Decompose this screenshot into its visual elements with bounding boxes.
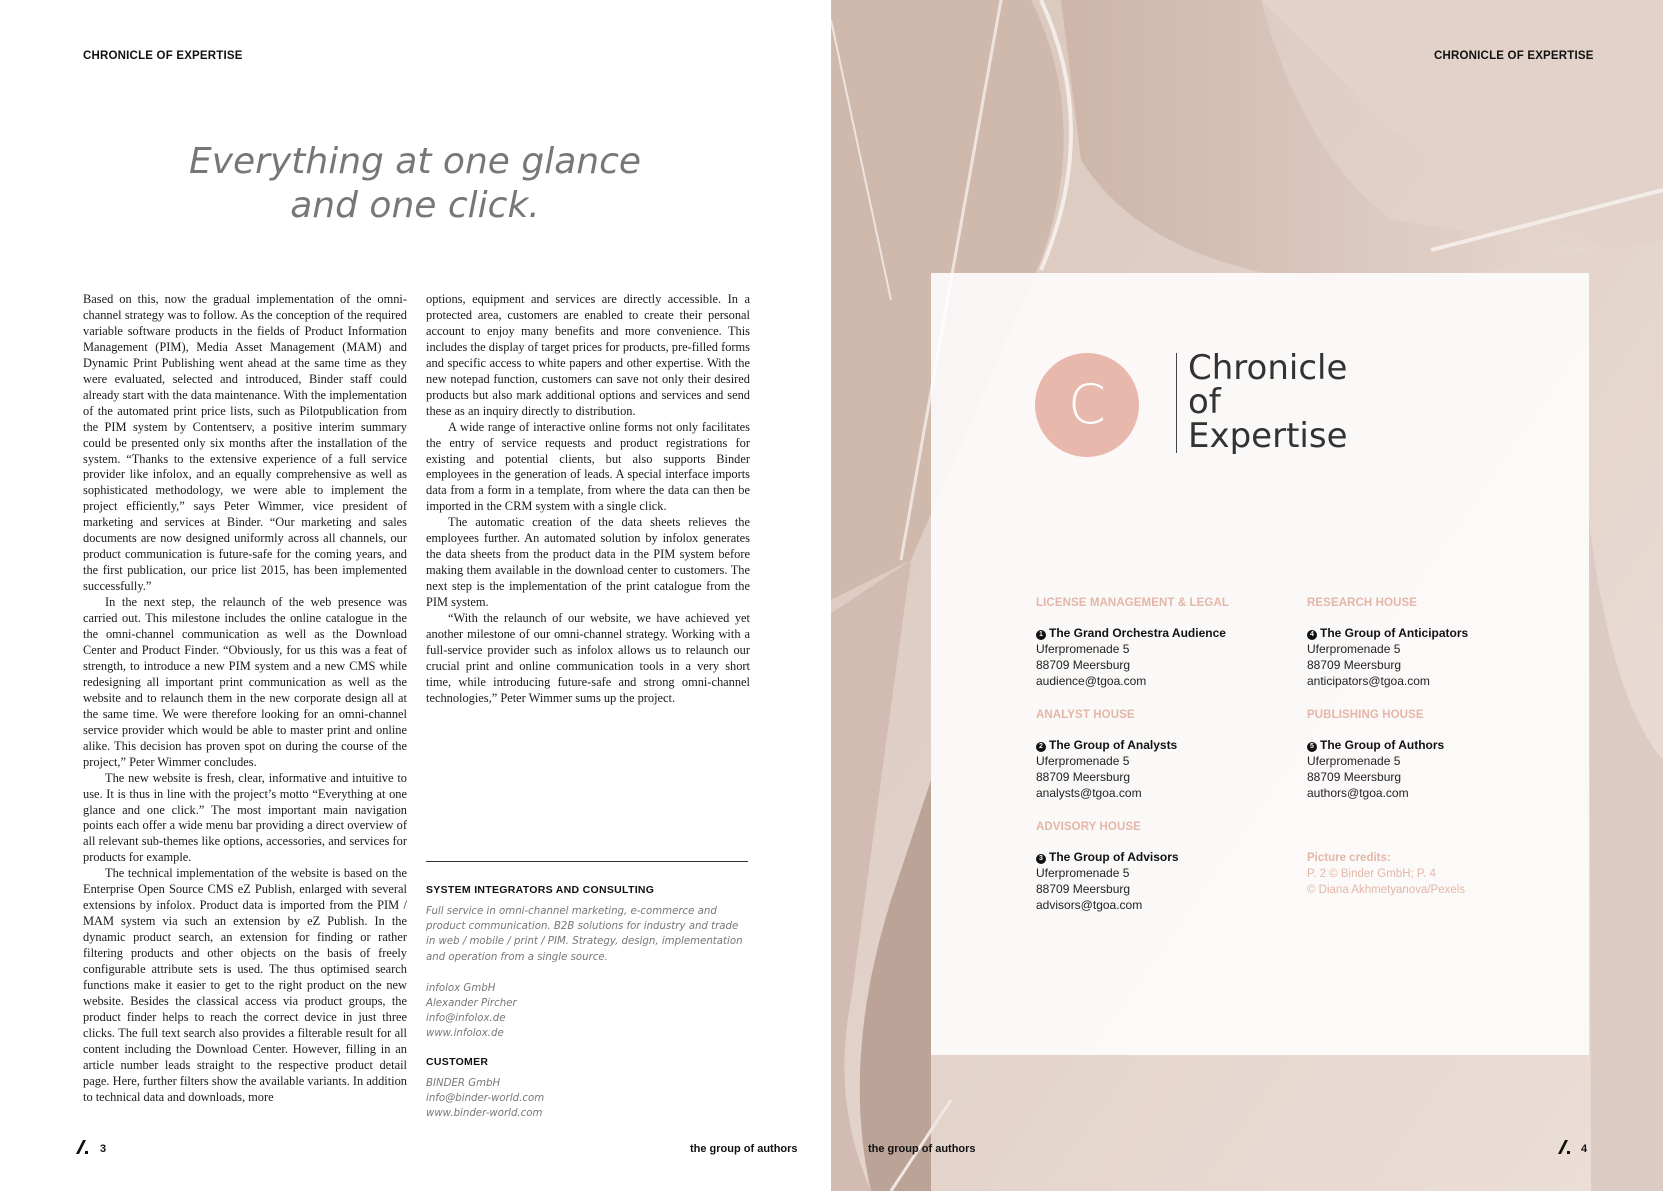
- company-email-link[interactable]: info@infolox.de: [426, 1013, 506, 1025]
- contact-analyst: [1036, 707, 1276, 801]
- logo-line: Chronicle: [1188, 348, 1348, 388]
- contact-city: 88709 Meersburg: [1036, 770, 1131, 784]
- paragraph: In the next step, the relaunch of the web presence was carried out. This milestone includes the online catalogue in the the omni-channel communication as well as the Download Center and Product Finder. “Obviously, for us this was a feat of strength, to introduce a new PIM system and a new CMS while redesigning all important print communication as well as the website and to relaunch them in the new corporate design all at the same time. We were therefore looking for an omni-channel service provider which would be able to master print and online alike. This decision has proven spot on during the course of the project,” Peter Wimmer concludes.: [83, 595, 407, 769]
- paragraph: “With the relaunch of our website, we have achieved yet another milestone of our omni-channel strategy. Working with a full-service provider such as infolox allows us to relaunch our crucial print and online communication tools in a very short time, while introducing future-safe and strong omni-channel technologies,” Peter Wimmer sums up the project.: [426, 611, 750, 705]
- logo-letter: C: [1068, 373, 1106, 436]
- running-head: CHRONICLE OF EXPERTISE: [83, 50, 243, 62]
- contact-person: Alexander Pircher: [426, 998, 517, 1010]
- logo-divider: [1176, 353, 1177, 453]
- contact-name: 2 The Group of Analysts: [1036, 737, 1276, 753]
- number-badge-icon: 4: [1307, 630, 1317, 640]
- logo-line: of: [1188, 382, 1221, 422]
- paragraph: The new website is fresh, clear, informative and intuitive to use. It is thus in line with the project’s motto “Everything at one glance and one click.” The most important main navigation points each offer a wide menu bar providing a direct overview of all relevant sub-themes like options, accessories, and services for products for example.: [83, 770, 407, 865]
- paragraph: The automatic creation of the data sheets relieves the employees further. An automated solution by infolox generates the data sheets from the product data in the PIM system before making them available in the download center to customers. The next step is the implementation of the print catalogue from the PIM system.: [426, 515, 750, 610]
- contact-category: PUBLISHING HOUSE: [1307, 709, 1424, 721]
- headline-line-2: and one click.: [290, 185, 540, 226]
- footer-publisher: the group of authors: [690, 1143, 798, 1155]
- logo-badge: [1035, 353, 1139, 457]
- contact-name: 5 The Group of Authors: [1307, 737, 1547, 753]
- contact-advisory: [1036, 819, 1276, 913]
- number-badge-icon: 1: [1036, 630, 1046, 640]
- logo-line: Expertise: [1188, 416, 1348, 456]
- paragraph: The technical implementation of the website is based on the Enterprise Open Source CMS eZ Publish, enlarged with several extensions by infolox. Product data is imported from the PIM / MAM system via such an extension by eZ Publish. In the dynamic product search, an extension for finding or rather filtering products and other objects on the basis of freely configurable attribute sets is used. The thus optimised search functions make it easier to get to the right product on the new website. Besides the classical access via product groups, the product finder helps to reach the correct device in just three clicks. The full text search also provides a filterable result for all content including the Download Center. However, filling in an article number leads straight to the respective product detail page. Here, further filters show the available variants. In addition to technical data and downloads, more: [83, 866, 407, 1104]
- running-head: CHRONICLE OF EXPERTISE: [1434, 50, 1594, 62]
- contact-city: 88709 Meersburg: [1307, 770, 1402, 784]
- page-number: 4: [1581, 1143, 1588, 1155]
- footer-publisher: the group of authors: [868, 1143, 976, 1155]
- contact-street: Uferpromenade 5: [1036, 642, 1130, 656]
- contact-street: Uferpromenade 5: [1307, 754, 1401, 768]
- sidebar-description: Full service in omni-channel marketing, e-commerce and product communication. B2B solutions for industry and trade in web / mobile / print / PIM. Strategy, design, implementation and operation from a single source.: [426, 906, 743, 963]
- left-page: [0, 0, 826, 1191]
- customer-heading: CUSTOMER: [426, 1055, 489, 1068]
- picture-credits: [1307, 850, 1547, 898]
- contact-name: 3 The Group of Advisors: [1036, 849, 1276, 865]
- folio-logo-icon: [1558, 1140, 1572, 1154]
- contact-street: Uferpromenade 5: [1036, 754, 1130, 768]
- number-badge-icon: 3: [1036, 854, 1046, 864]
- credits-line: P. 2 © Binder GmbH; P. 4: [1307, 868, 1436, 880]
- number-badge-icon: 2: [1036, 742, 1046, 752]
- contact-email-link[interactable]: authors@tgoa.com: [1307, 786, 1409, 800]
- company-name: infolox GmbH: [426, 982, 496, 994]
- credits-line: © Diana Akhmetyanova/Pexels: [1307, 884, 1466, 896]
- customer-name: BINDER GmbH: [426, 1077, 501, 1089]
- contact-email-link[interactable]: anticipators@tgoa.com: [1307, 674, 1430, 688]
- logo-wordmark: [1188, 348, 1348, 456]
- sidebar-heading: SYSTEM INTEGRATORS AND CONSULTING: [426, 884, 655, 896]
- contact-research: [1307, 595, 1547, 689]
- contact-city: 88709 Meersburg: [1036, 882, 1131, 896]
- contact-street: Uferpromenade 5: [1036, 866, 1130, 880]
- contact-category: ANALYST HOUSE: [1036, 709, 1135, 721]
- right-page: [831, 0, 1663, 1191]
- customer-email-link[interactable]: info@binder-world.com: [426, 1092, 545, 1104]
- headline: [170, 140, 660, 228]
- contact-city: 88709 Meersburg: [1307, 658, 1402, 672]
- paragraph: options, equipment and services are directly accessible. In a protected area, customers are enabled to create their personal account to enjoy many benefits and more convenience. This includes the display of target prices for products, pre-filled forms and specific access to white papers and other expertise. With the new notepad function, customers can save not only their desired products but also mark additional options and services and send these as an inquiry directly to distribution.: [426, 292, 750, 418]
- customer-web-link[interactable]: www.binder-world.com: [426, 1108, 543, 1120]
- text-column-2: [426, 292, 750, 707]
- contact-street: Uferpromenade 5: [1307, 642, 1401, 656]
- paragraph: A wide range of interactive online forms not only facilitates the entry of service requests and product registrations for existing and potential clients, but also supports Binder employees in the generation of leads. A special interface imports data from a form in a template, from where the data can then be imported in the CRM system with a single click.: [426, 419, 750, 514]
- contact-city: 88709 Meersburg: [1036, 658, 1131, 672]
- headline-line-1: Everything at one glance: [188, 141, 642, 182]
- contact-license: [1036, 595, 1276, 689]
- contact-name: 1 The Grand Orchestra Audience: [1036, 625, 1276, 641]
- contact-name: 4 The Group of Anticipators: [1307, 625, 1547, 641]
- contact-category: ADVISORY HOUSE: [1036, 821, 1141, 833]
- sidebar-divider: [426, 861, 748, 862]
- contact-category: LICENSE MANAGEMENT & LEGAL: [1036, 597, 1229, 609]
- contact-category: RESEARCH HOUSE: [1307, 597, 1418, 609]
- folio-logo-icon: [76, 1140, 90, 1154]
- page-number: 3: [100, 1143, 107, 1155]
- text-column-1: [83, 292, 407, 1106]
- contact-publishing: [1307, 707, 1547, 801]
- number-badge-icon: 5: [1307, 742, 1317, 752]
- paragraph: Based on this, now the gradual implementation of the omni-channel strategy was to follow. As the conception of the required variable software products in the fields of Product Information Management (PIM), Media Asset Management (MAM) and Dynamic Print Publishing went ahead at the same time as they were evaluated, selected and introduced, Binder staff could already start with the data maintenance. With the implementation of the automated print price lists, such as Pilotpublication from the PIM system by Contentserv, a positive interim summary could be presented only six months after the installation of the system. “Thanks to the extensive experience of a full service provider like infolox, and an equally comprehensive as well as sophisticated methodology, we were able to implement the project efficiently,” says Peter Wimmer, vice president of marketing and services at Binder. “Our marketing and sales documents are now designed uniformly across all channels, our product communication is future-safe for the coming years, and the first publication, our price list 2015, has been implemented successfully.”: [83, 292, 407, 594]
- contact-email-link[interactable]: analysts@tgoa.com: [1036, 786, 1142, 800]
- contact-email-link[interactable]: audience@tgoa.com: [1036, 674, 1147, 688]
- company-web-link[interactable]: www.infolox.de: [426, 1028, 504, 1040]
- credits-label: Picture credits:: [1307, 852, 1391, 864]
- contact-email-link[interactable]: advisors@tgoa.com: [1036, 898, 1143, 912]
- contact-card: [931, 273, 1589, 1055]
- info-sidebar: [426, 884, 748, 1121]
